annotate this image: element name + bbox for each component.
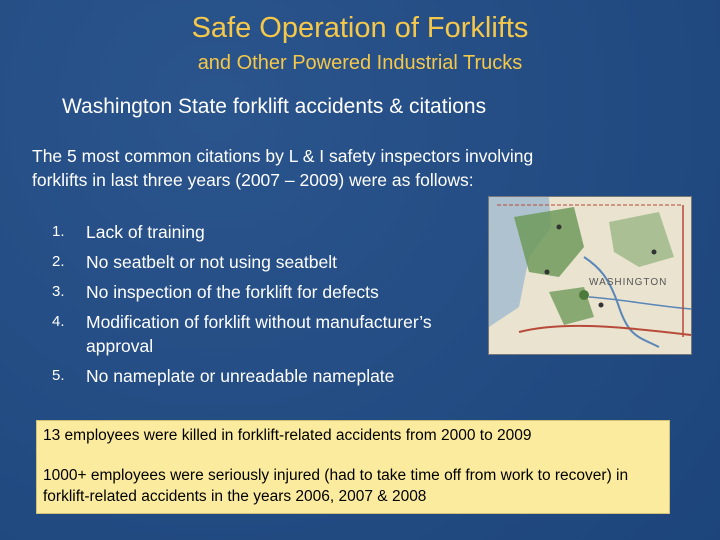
citation-item	[52, 310, 482, 358]
washington-map-graphic	[489, 197, 691, 354]
citation-number: 5.	[52, 367, 65, 384]
citation-number: 2.	[52, 253, 65, 270]
intro-text: The 5 most common citations by L & I safety inspectors involving forklifts in last three years (2007 – 2009) were as follows:	[32, 146, 534, 190]
citation-item	[52, 220, 482, 244]
citation-text: No inspection of the forklift for defects	[86, 282, 379, 302]
citation-item	[52, 250, 482, 274]
citation-list	[52, 220, 482, 394]
citation-number: 4.	[52, 313, 65, 330]
citation-text: Lack of training	[86, 222, 205, 242]
section-heading: Washington State forklift accidents & citations	[62, 95, 487, 118]
map-state-label: WASHINGTON	[589, 277, 668, 288]
citation-number: 1.	[52, 223, 65, 240]
washington-map	[488, 196, 692, 355]
citation-number: 3.	[52, 283, 65, 300]
fact-fatalities: 13 employees were killed in forklift-related accidents from 2000 to 2009	[43, 427, 532, 444]
citation-text: Modification of forklift without manufacturer’s approval	[86, 312, 432, 356]
slide-subtitle: and Other Powered Industrial Trucks	[197, 52, 523, 74]
fact-injuries: 1000+ employees were seriously injured (had to take time off from work to recover) in forklift-related accidents in the years 2006, 2007 & 2008	[43, 467, 629, 505]
citation-text: No nameplate or unreadable nameplate	[86, 366, 395, 386]
slide-title: Safe Operation of Forklifts	[191, 12, 529, 44]
citation-item	[52, 364, 482, 388]
citation-text: No seatbelt or not using seatbelt	[86, 252, 337, 272]
citation-item	[52, 280, 482, 304]
facts-box	[36, 420, 670, 514]
